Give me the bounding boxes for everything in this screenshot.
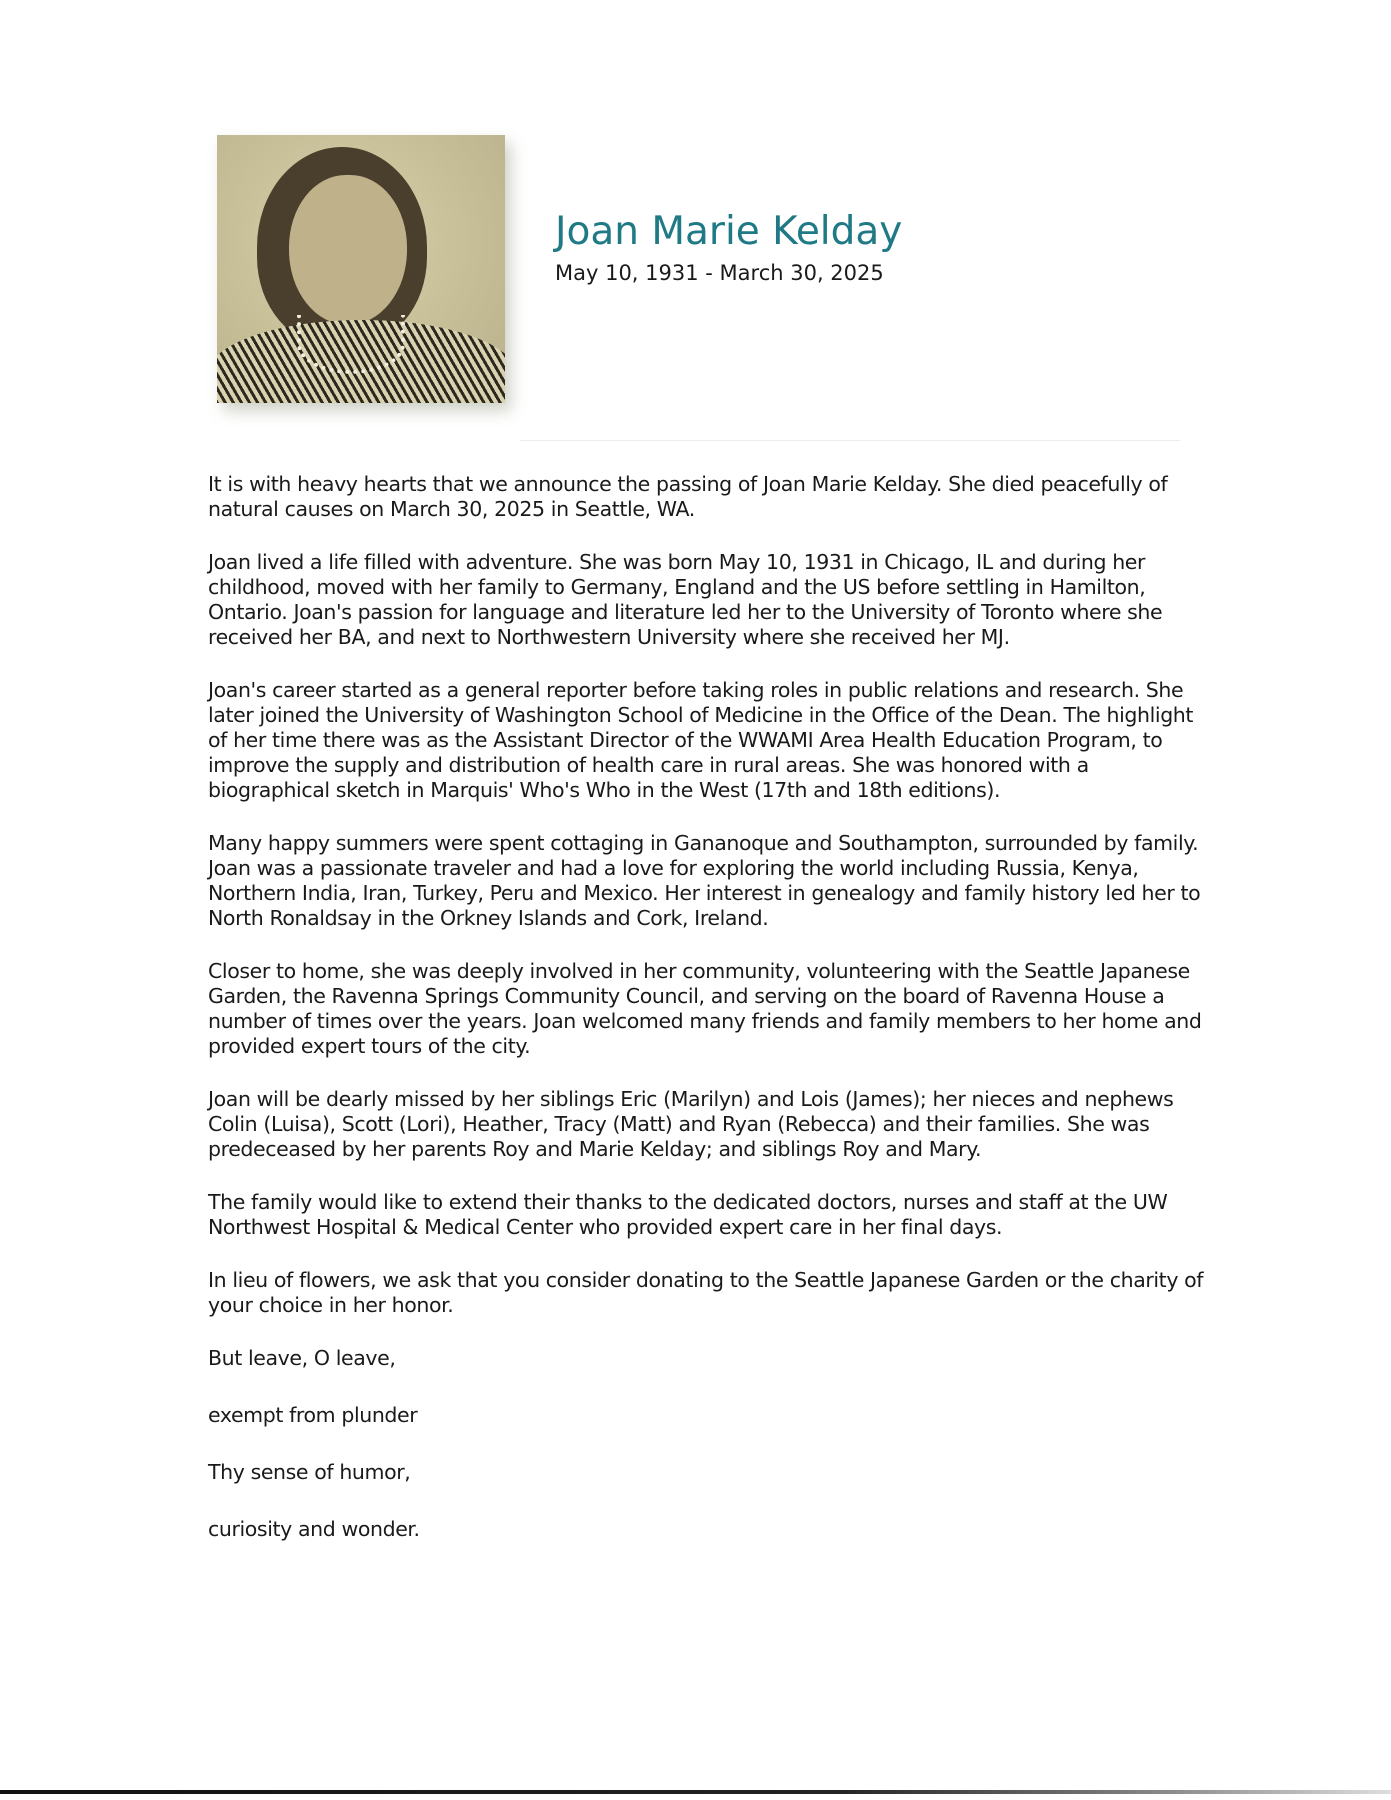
photo-face-shape	[289, 175, 407, 325]
poem-line: But leave, O leave,	[208, 1346, 396, 1370]
poem-line: exempt from plunder	[208, 1403, 418, 1427]
paragraph-early-life: Joan lived a life filled with adventure. She was born May 10, 1931 in Chicago, IL and during her childhood, moved with her family to Germany, England and the US before settling in Hamilton, Ontario. Joan's passion for language and literature led her to the University of Toronto where she received her BA, and next to Northwestern University where she received her MJ.	[208, 550, 1163, 649]
photo-pearls-shape	[297, 315, 405, 374]
paragraph-thanks: The family would like to extend their thanks to the dedicated doctors, nurses and staff at the UW Northwest Hospital & Medical Center who provided expert care in her final days.	[208, 1190, 1168, 1239]
paragraph-community: Closer to home, she was deeply involved in her community, volunteering with the Seattle Japanese Garden, the Ravenna Springs Community Council, and serving on the board of Ravenna House a number of times over the years. Joan welcomed many friends and family members to her home and provided expert tours of the city.	[208, 959, 1202, 1058]
obituary-body	[208, 472, 1208, 1574]
paragraph-travel: Many happy summers were spent cottaging in Gananoque and Southampton, surrounded by family. Joan was a passionate traveler and had a love for exploring the world including Russia, Kenya, Northern India, Iran, Turkey, Peru and Mexico. Her interest in genealogy and family history led her to North Ronaldsay in the Orkney Islands and Cork, Ireland.	[208, 831, 1201, 930]
paragraph-donations: In lieu of flowers, we ask that you consider donating to the Seattle Japanese Garden or the charity of your choice in her honor.	[208, 1268, 1204, 1317]
paragraph-announcement: It is with heavy hearts that we announce the passing of Joan Marie Kelday. She died peacefully of natural causes on March 30, 2025 in Seattle, WA.	[208, 472, 1168, 521]
paragraph-survivors: Joan will be dearly missed by her siblings Eric (Marilyn) and Lois (James); her nieces and nephews Colin (Luisa), Scott (Lori), Heather, Tracy (Matt) and Ryan (Rebecca) and their families. She was predeceased by her parents Roy and Marie Kelday; and siblings Roy and Mary.	[208, 1087, 1174, 1161]
poem-line: curiosity and wonder.	[208, 1517, 420, 1541]
name-block	[555, 209, 903, 285]
poem	[208, 1346, 1208, 1542]
deceased-name: Joan Marie Kelday	[555, 209, 903, 254]
poem-line: Thy sense of humor,	[208, 1460, 411, 1484]
paragraph-career: Joan's career started as a general reporter before taking roles in public relations and research. She later joined the University of Washington School of Medicine in the Office of the Dean. The highlight of her time there was as the Assistant Director of the WWAMI Area Health Education Program, to improve the supply and distribution of health care in rural areas. She was honored with a biographical sketch in Marquis' Who's Who in the West (17th and 18th editions).	[208, 678, 1194, 802]
header-divider	[520, 440, 1180, 441]
scan-edge-rule	[0, 1790, 1391, 1794]
portrait-photo	[217, 135, 505, 403]
life-dates: May 10, 1931 - March 30, 2025	[555, 261, 884, 285]
